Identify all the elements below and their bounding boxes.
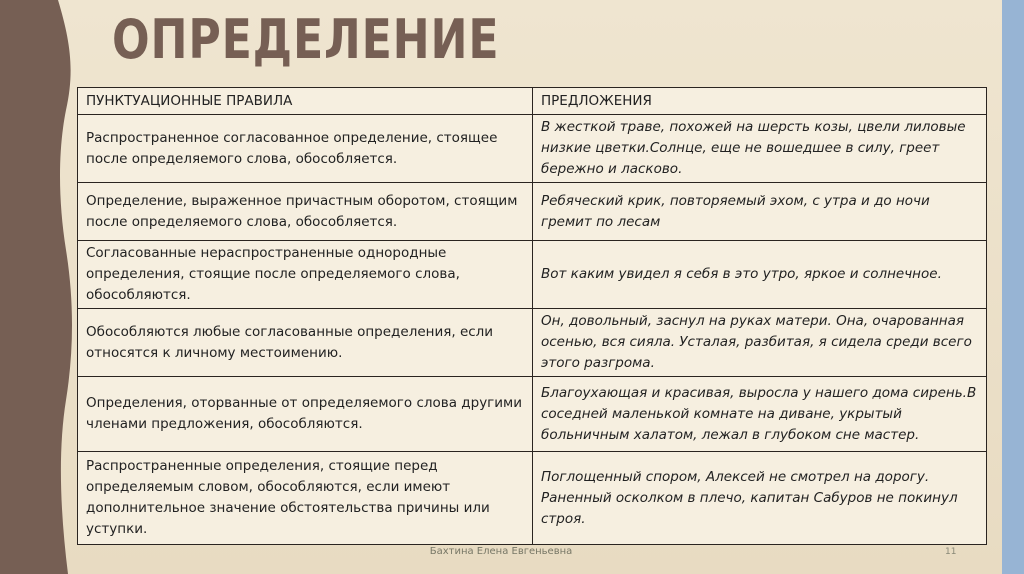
example-cell: В жесткой траве, похожей на шерсть козы, цвели лиловые низкие цветки.Солнце, еще не вошедшее в силу, греет бережно и ласково. <box>533 115 987 183</box>
example-cell: Благоухающая и красивая, выросла у нашего дома сирень.В соседней маленькой комнате на диване, укрытый больничным халатом, лежал в глубоком сне мастер. <box>533 377 987 452</box>
rule-cell: Распространенные определения, стоящие перед определяемым словом, обособляются, если имеют дополнительное значение обстоятельства причины или уступки. <box>78 452 533 545</box>
footer-author: Бахтина Елена Евгеньевна <box>429 546 573 557</box>
table-row <box>78 309 987 377</box>
table-row <box>78 183 987 241</box>
rule-cell: Определение, выраженное причастным оборотом, стоящим после определяемого слова, обособляется. <box>78 183 533 241</box>
table-row <box>78 377 987 452</box>
table-header <box>78 88 987 115</box>
rule-cell: Согласованные нераспространенные однородные определения, стоящие после определяемого слова, обособляются. <box>78 241 533 309</box>
table-row <box>78 241 987 309</box>
decorative-blue-strip <box>1002 0 1024 574</box>
table-row <box>78 115 987 183</box>
header-rules: ПУНКТУАЦИОННЫЕ ПРАВИЛА <box>78 88 533 115</box>
example-cell: Он, довольный, заснул на руках матери. Она, очарованная осенью, вся сияла. Усталая, разбитая, я сидела среди всего этого разгрома. <box>533 309 987 377</box>
table-row <box>78 452 987 545</box>
example-cell: Ребяческий крик, повторяемый эхом, с утра и до ночи гремит по лесам <box>533 183 987 241</box>
rules-table <box>77 87 987 545</box>
page-number: 11 <box>945 547 957 557</box>
rule-cell: Обособляются любые согласованные определения, если относятся к личному местоимению. <box>78 309 533 377</box>
example-cell: Вот каким увидел я себя в это утро, яркое и солнечное. <box>533 241 987 309</box>
rule-cell: Распространенное согласованное определение, стоящее после определяемого слова, обособляется. <box>78 115 533 183</box>
example-cell: Поглощенный спором, Алексей не смотрел на дорогу. Раненный осколком в плечо, капитан Сабуров не покинул строя. <box>533 452 987 545</box>
decorative-wave-strip <box>0 0 80 574</box>
rule-cell: Определения, оторванные от определяемого слова другими членами предложения, обособляются. <box>78 377 533 452</box>
header-examples: ПРЕДЛОЖЕНИЯ <box>533 88 987 115</box>
page-title: ОПРЕДЕЛЕНИЕ <box>112 8 500 71</box>
